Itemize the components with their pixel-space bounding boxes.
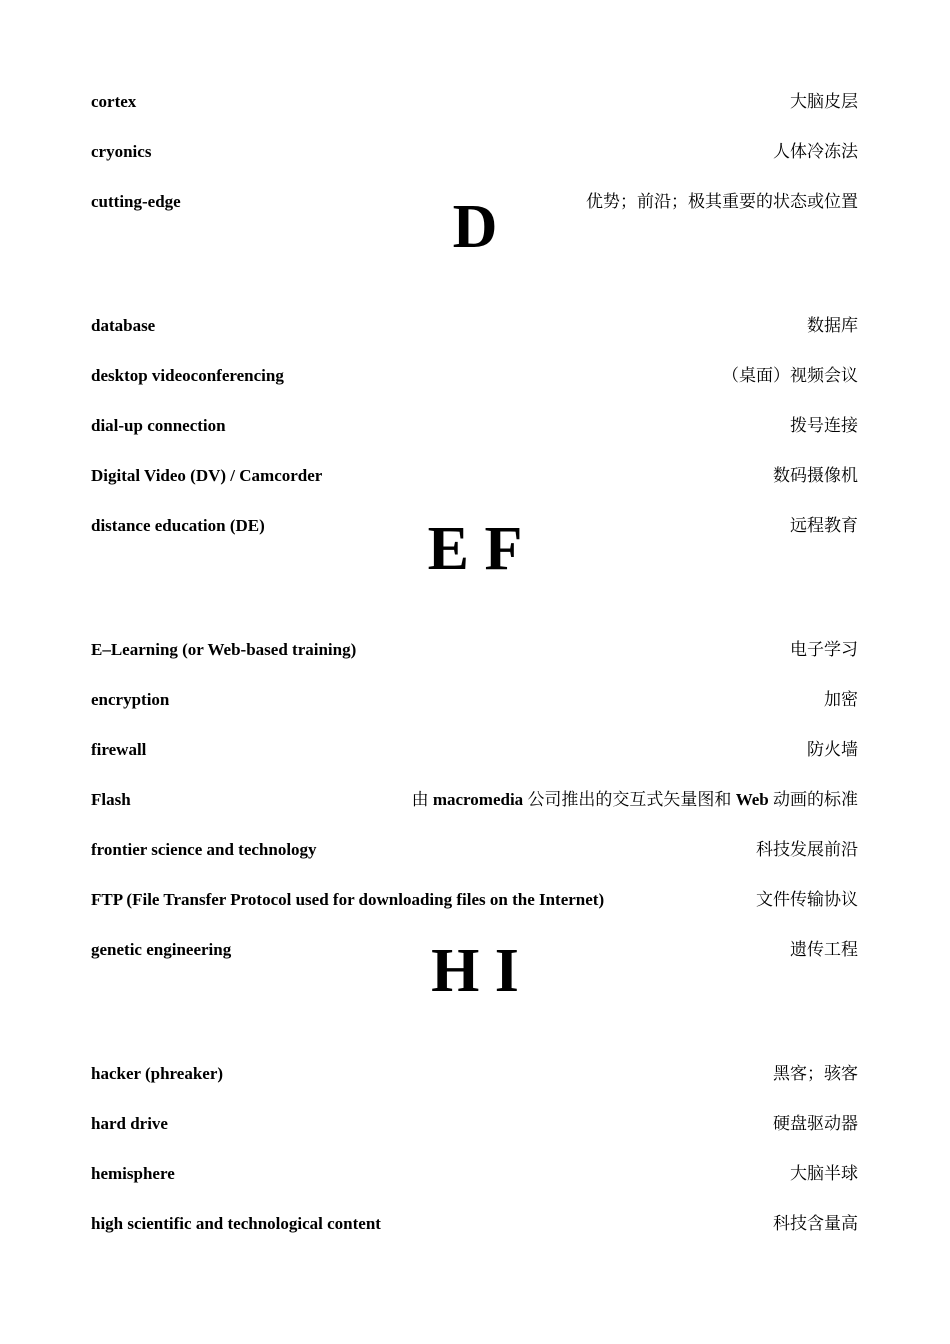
term-dial-up-connection: dial-up connection bbox=[91, 416, 226, 435]
def-firewall: 防火墙 bbox=[807, 740, 858, 759]
def-hard-drive: 硬盘驱动器 bbox=[773, 1114, 858, 1133]
def-encryption: 加密 bbox=[824, 690, 858, 709]
term-firewall: firewall bbox=[91, 740, 147, 759]
def-digital-video: 数码摄像机 bbox=[773, 466, 858, 485]
def-dial-up-connection: 拨号连接 bbox=[790, 416, 858, 435]
term-encryption: encryption bbox=[91, 690, 170, 709]
def-flash-part-bold: Web bbox=[735, 790, 769, 809]
def-e-learning: 电子学习 bbox=[790, 640, 858, 659]
term-genetic-engineering: genetic engineering bbox=[91, 940, 232, 959]
term-hemisphere: hemisphere bbox=[91, 1164, 175, 1183]
term-cutting-edge: cutting-edge bbox=[91, 192, 181, 211]
def-desktop-videoconferencing: （桌面）视频会议 bbox=[722, 366, 858, 385]
def-cutting-edge: 优势；前沿；极其重要的状态或位置 bbox=[586, 192, 858, 211]
def-flash-part: 由 bbox=[411, 790, 433, 809]
def-hemisphere: 大脑半球 bbox=[790, 1164, 858, 1183]
term-hacker: hacker (phreaker) bbox=[91, 1064, 224, 1083]
term-desktop-videoconferencing: desktop videoconferencing bbox=[91, 366, 284, 385]
def-flash bbox=[412, 790, 858, 810]
def-high-sci-tech-content: 科技含量高 bbox=[773, 1214, 858, 1233]
term-database: database bbox=[91, 316, 156, 335]
def-ftp: 文件传输协议 bbox=[756, 890, 858, 909]
def-database: 数据库 bbox=[807, 316, 858, 335]
def-genetic-engineering: 遗传工程 bbox=[790, 940, 858, 959]
term-high-sci-tech-content: high scientific and technological content bbox=[91, 1214, 381, 1233]
def-cortex: 大脑皮层 bbox=[790, 92, 858, 111]
section-letter-d: D bbox=[452, 193, 498, 261]
def-flash-part-bold: macromedia bbox=[432, 790, 524, 809]
term-distance-education: distance education (DE) bbox=[91, 516, 265, 535]
def-flash-part: 动画的标准 bbox=[768, 790, 858, 809]
term-frontier-science: frontier science and technology bbox=[91, 840, 317, 859]
def-frontier-science: 科技发展前沿 bbox=[756, 840, 858, 859]
def-distance-education: 远程教育 bbox=[790, 516, 858, 535]
term-flash: Flash bbox=[91, 790, 131, 809]
term-cortex: cortex bbox=[91, 92, 137, 111]
term-digital-video: Digital Video (DV) / Camcorder bbox=[91, 466, 323, 485]
term-e-learning: E–Learning (or Web-based training) bbox=[91, 640, 357, 659]
term-cryonics: cryonics bbox=[91, 142, 152, 161]
def-cryonics: 人体冷冻法 bbox=[773, 142, 858, 161]
section-letter-ef: E F bbox=[427, 515, 523, 583]
def-hacker: 黑客；骇客 bbox=[773, 1064, 858, 1083]
section-letter-hi: H I bbox=[431, 937, 519, 1005]
def-flash-part: 公司推出的交互式矢量图和 bbox=[523, 790, 736, 809]
term-hard-drive: hard drive bbox=[91, 1114, 168, 1133]
term-ftp: FTP (File Transfer Protocol used for downloading files on the Internet) bbox=[91, 890, 605, 909]
